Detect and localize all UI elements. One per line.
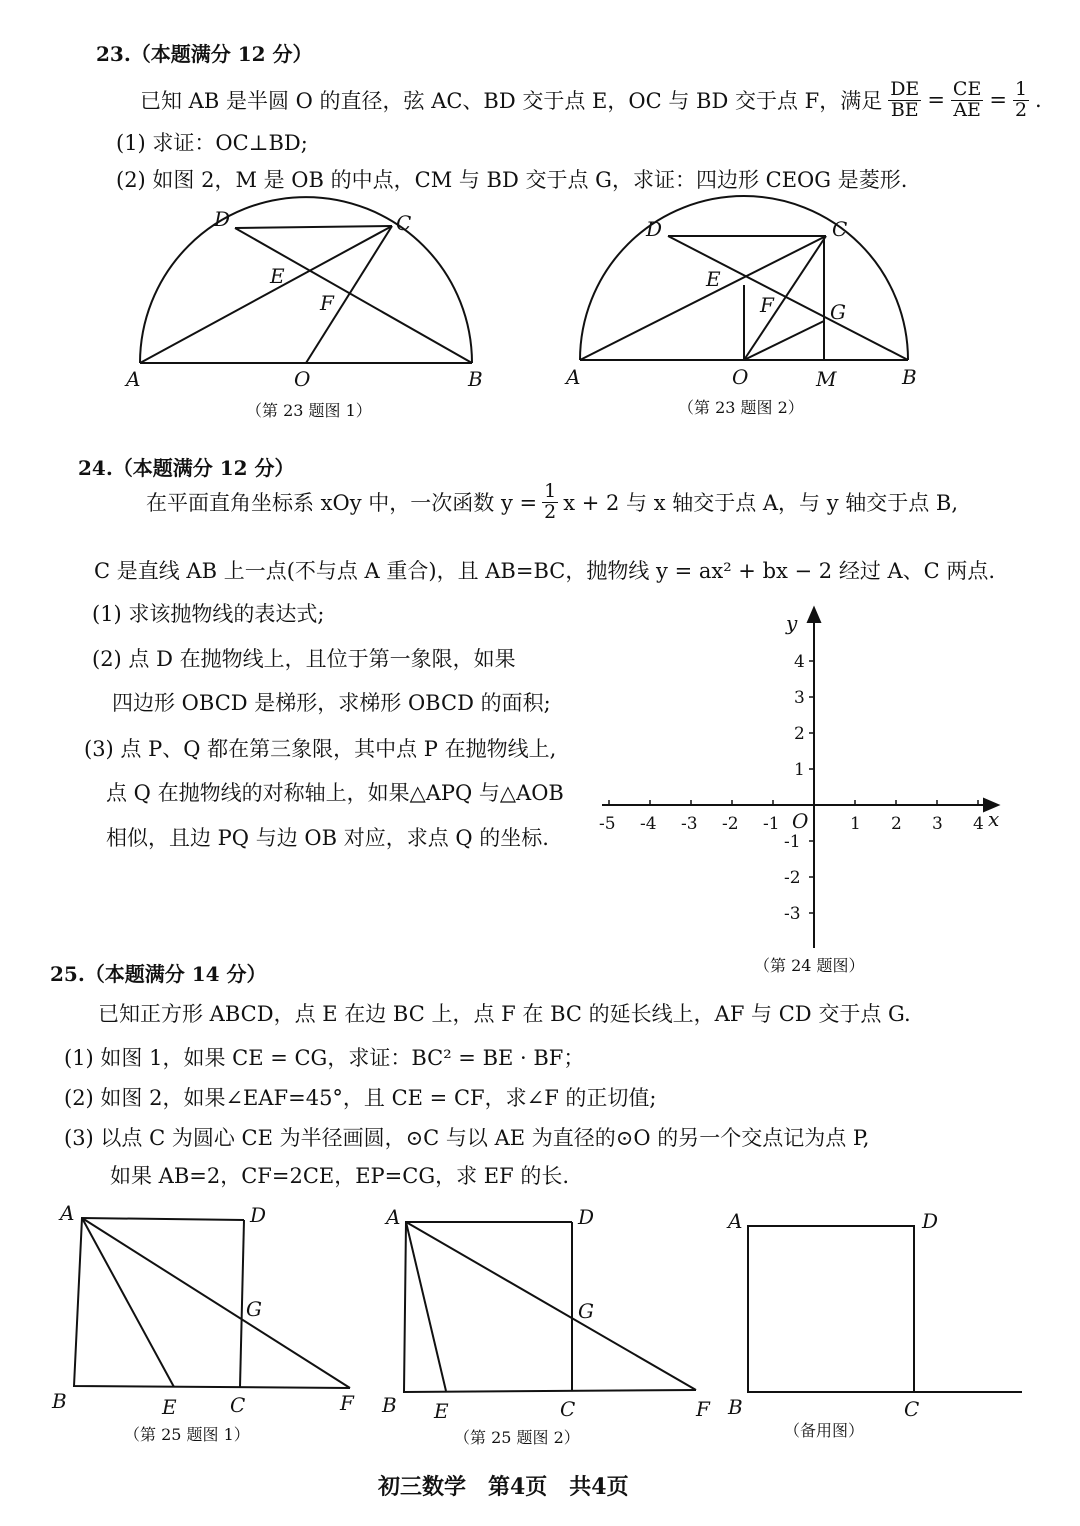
point-label-c: C [396, 211, 412, 235]
q25-spare-figure-caption: （备用图） [784, 1421, 865, 1440]
q25-stem: 已知正方形 ABCD，点 E 在边 BC 上，点 F 在 BC 的延长线上，AF 与 CD 交于点 G. [98, 1002, 911, 1026]
point-label-d: D [922, 1209, 939, 1233]
x-tick-label: 3 [932, 814, 943, 834]
x-tick-label: -1 [763, 814, 780, 834]
q24-line1-end: x + 2 与 x 轴交于点 A，与 y 轴交于点 B, [563, 491, 959, 516]
point-label-a: A [126, 367, 141, 391]
point-label-a: A [566, 365, 581, 389]
q25-part2: (2) 如图 2，如果∠EAF=45°，且 CE = CF，求∠F 的正切值; [64, 1086, 657, 1110]
point-label-f: F [320, 291, 334, 315]
q23-figure-2-caption: （第 23 题图 2） [678, 398, 804, 417]
q24-part3-c: 相似，且边 PQ 与边 OB 对应，求点 Q 的坐标. [106, 826, 549, 850]
fraction-numerator: 1 [1014, 78, 1028, 100]
point-label-b: B [902, 365, 917, 389]
q25-part3-b: 如果 AB=2，CF=2CE，EP=CG，求 EF 的长. [110, 1164, 570, 1188]
q24-line2: C 是直线 AB 上一点(不与点 A 重合)，且 AB=BC，抛物线 y = ax² + bx − 2 经过 A、C 两点. [94, 559, 996, 583]
point-label-a: A [728, 1209, 743, 1233]
point-label-g: G [246, 1297, 262, 1321]
point-label-f: F [696, 1397, 710, 1421]
stem-period: . [1035, 88, 1042, 113]
q23-stem-text: 已知 AB 是半圆 O 的直径，弦 AC、BD 交于点 E，OC 与 BD 交于点 F，满足 [140, 89, 883, 114]
point-label-e: E [270, 264, 285, 288]
y-tick-label: 1 [794, 760, 805, 780]
point-label-e: E [162, 1395, 177, 1419]
point-label-d: D [214, 207, 231, 231]
point-label-e: E [434, 1399, 449, 1423]
y-tick-label: -2 [784, 868, 801, 888]
q25-part3-a: (3) 以点 C 为圆心 CE 为半径画圆，⊙C 与以 AE 为直径的⊙O 的另一个交点记为点 P, [64, 1126, 870, 1150]
square-abcd [748, 1226, 914, 1392]
fraction-denominator: 2 [1014, 98, 1028, 121]
q24-part3-b: 点 Q 在抛物线的对称轴上，如果△APQ 与△AOB [106, 781, 564, 805]
point-label-b: B [52, 1389, 67, 1413]
x-axis-label: x [988, 807, 1000, 831]
x-tick-label: 2 [891, 814, 902, 834]
point-label-c: C [832, 217, 848, 241]
origin-label: O [792, 809, 809, 833]
equals-sign: = [927, 88, 945, 113]
point-label-b: B [468, 367, 483, 391]
point-label-b: B [728, 1395, 743, 1419]
point-label-o: O [732, 365, 749, 389]
fraction-denominator: AE [953, 98, 981, 121]
point-label-c: C [904, 1397, 920, 1421]
q23-header: 23.（本题满分 12 分） [96, 42, 313, 66]
q23-part1: (1) 求证：OC⊥BD; [116, 131, 308, 155]
fraction-denominator: BE [890, 98, 919, 121]
fraction-numerator: CE [952, 78, 982, 100]
y-tick-label: 3 [794, 688, 805, 708]
fraction-numerator: 1 [544, 480, 557, 502]
q24-part2-b: 四边形 OBCD 是梯形，求梯形 OBCD 的面积; [112, 691, 551, 715]
page-footer: 初三数学 第4页 共4页 [378, 1474, 629, 1500]
point-label-c: C [230, 1393, 246, 1417]
x-tick-label: -3 [681, 814, 698, 834]
point-label-c: C [560, 1397, 576, 1421]
point-label-d: D [250, 1203, 267, 1227]
q24-line1-start: 在平面直角坐标系 xOy 中，一次函数 y = [146, 491, 538, 516]
q25-figure-2-caption: （第 25 题图 2） [454, 1428, 580, 1447]
q24-part2-a: (2) 点 D 在抛物线上，且位于第一象限，如果 [92, 647, 516, 671]
point-label-d: D [578, 1205, 595, 1229]
q24-graph-caption: （第 24 题图） [754, 956, 865, 975]
equals-sign: = [989, 88, 1007, 113]
y-tick-label: -3 [784, 904, 801, 924]
point-label-f: F [340, 1391, 354, 1415]
point-label-o: O [294, 367, 311, 391]
y-tick-label: 4 [794, 652, 805, 672]
fraction-numerator: DE [890, 78, 920, 100]
point-label-m: M [816, 367, 837, 391]
point-label-a: A [386, 1205, 401, 1229]
q25-figure-1-caption: （第 25 题图 1） [124, 1425, 250, 1444]
x-tick-label: -5 [599, 814, 616, 834]
x-tick-label: -4 [640, 814, 657, 834]
y-tick-label: -1 [784, 832, 801, 852]
point-label-f: F [760, 293, 774, 317]
point-label-a: A [60, 1201, 75, 1225]
q24-header: 24.（本题满分 12 分） [78, 456, 295, 480]
point-label-g: G [830, 300, 846, 324]
x-tick-label: -2 [722, 814, 739, 834]
q24-part1: (1) 求该抛物线的表达式; [92, 602, 325, 626]
point-label-e: E [706, 267, 721, 291]
q23-part2: (2) 如图 2，M 是 OB 的中点，CM 与 BD 交于点 G，求证：四边形 CEOG 是菱形. [116, 168, 908, 192]
point-label-d: D [646, 217, 663, 241]
q23-figure-1-caption: （第 23 题图 1） [246, 401, 372, 420]
q25-part1: (1) 如图 1，如果 CE = CG，求证：BC² = BE · BF； [64, 1046, 585, 1070]
point-label-g: G [578, 1299, 594, 1323]
q25-header: 25.（本题满分 14 分） [50, 962, 267, 986]
x-tick-label: 1 [850, 814, 861, 834]
y-tick-label: 2 [794, 724, 805, 744]
q24-part3-a: (3) 点 P、Q 都在第三象限，其中点 P 在抛物线上, [84, 737, 557, 761]
x-tick-label: 4 [973, 814, 984, 834]
point-label-b: B [382, 1393, 397, 1417]
fraction-denominator: 2 [544, 500, 557, 523]
y-axis-label: y [786, 611, 798, 635]
